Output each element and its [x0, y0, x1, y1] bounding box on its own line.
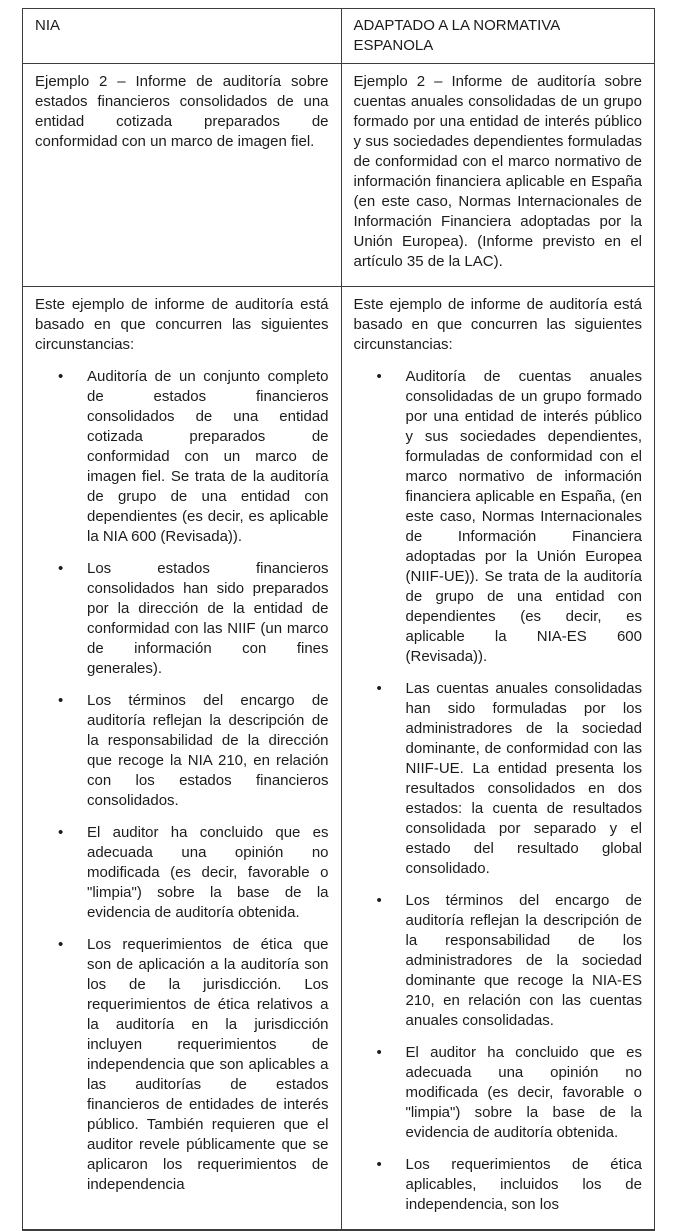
bullet-icon: • [376, 1156, 382, 1173]
cell-circumstances-nia [23, 287, 342, 1231]
bullet-item [35, 559, 329, 679]
bullet-icon: • [58, 936, 64, 953]
bullet-text: Los términos del encargo de auditoría reflejan la descripción de la responsabilidad de la dirección que recoge la NIA 210, en relación con los estados financieros consolidados. [87, 692, 329, 809]
bullet-icon: • [58, 560, 64, 577]
example-row [23, 64, 655, 287]
intro-paragraph: Este ejemplo de informe de auditoría está basado en que concurren las siguientes circunstancias: [35, 296, 329, 353]
cell-circumstances-adaptado [341, 287, 654, 1231]
cell-example-nia [23, 64, 342, 287]
circumstances-row [23, 287, 655, 1231]
bullet-item [354, 1043, 642, 1143]
bullet-text: Las cuentas anuales consolidadas han sido formuladas por los administradores de la sociedad dominante, de conformidad con las NIIF-UE. La entidad presenta los resultados consolidados en dos estados: la cuenta de resultados consolidada por separado y el estado del resultado global consolidado. [405, 680, 642, 877]
bullet-item [35, 823, 329, 923]
bullet-text: El auditor ha concluido que es adecuada una opinión no modificada (es decir, favorable o "limpia") sobre la base de la evidencia de auditoría obtenida. [405, 1044, 642, 1141]
bullet-item [35, 367, 329, 547]
bullet-icon: • [58, 368, 64, 385]
bullet-icon: • [58, 824, 64, 841]
bullet-icon: • [58, 692, 64, 709]
header-row [23, 9, 655, 64]
bullet-icon: • [376, 892, 382, 909]
bullet-text: Auditoría de un conjunto completo de estados financieros consolidados de una entidad cotizada preparados de conformidad con un marco de imagen fiel. Se trata de la auditoría de grupo de una entidad con dependientes (es decir, es aplicable la NIA 600 (Revisada)). [87, 368, 329, 545]
bullet-icon: • [376, 680, 382, 697]
intro-paragraph: Este ejemplo de informe de auditoría está basado en que concurren las siguientes circunstancias: [353, 296, 642, 353]
bullet-item [35, 935, 329, 1195]
bullet-text: Los requerimientos de ética aplicables, incluidos los de independencia, son los [405, 1156, 642, 1213]
bullet-text: Los estados financieros consolidados han sido preparados por la dirección de la entidad de conformidad con las NIIF (un marco de información con fines generales). [87, 560, 329, 677]
bullet-icon: • [376, 368, 382, 385]
cell-example-adaptado [341, 64, 654, 287]
bullet-item [354, 367, 642, 667]
example-paragraph-adaptado: Ejemplo 2 – Informe de auditoría sobre cuentas anuales consolidadas de un grupo formado por una entidad de interés público y sus sociedades dependientes formuladas de conformidad con el marco normativo de información financiera aplicable en España (en este caso, Normas Internacionales de Información Financiera adoptadas por la Unión Europea). (Informe previsto en el artículo 35 de la LAC). [353, 73, 642, 270]
bullet-item [354, 891, 642, 1031]
column-header-nia: NIA [23, 9, 342, 64]
example-paragraph-nia: Ejemplo 2 – Informe de auditoría sobre estados financieros consolidados de una entidad cotizada preparados de conformidad con un marco de imagen fiel. [35, 73, 329, 150]
bullet-text: El auditor ha concluido que es adecuada una opinión no modificada (es decir, favorable o "limpia") sobre la base de la evidencia de auditoría obtenida. [87, 824, 329, 921]
bullet-icon: • [376, 1044, 382, 1061]
bullet-text: Auditoría de cuentas anuales consolidadas de un grupo formado por una entidad de interés público y sus sociedades dependientes, formuladas de conformidad con el marco normativo de información financiera aplicable en España, (en este caso, Normas Internacionales de Información Financiera adoptadas por la Unión Europea (NIIF-UE)). Se trata de la auditoría de grupo de una entidad con dependientes (es decir, es aplicable la NIA-ES 600 (Revisada)). [405, 368, 642, 665]
comparison-table [22, 8, 655, 1231]
bullet-item [354, 679, 642, 879]
bullet-item [354, 1155, 642, 1215]
column-header-adaptado: ADAPTADO A LA NORMATIVA ESPANOLA [341, 9, 654, 64]
bullet-text: Los requerimientos de ética que son de aplicación a la auditoría son los de la jurisdicción. Los requerimientos de ética relativos a la auditoría en la jurisdicción incluyen requerimientos de independencia que son aplicables a las auditorías de estados financieros de entidades de interés público. También requieren que el auditor revele públicamente que se aplicaron los requerimientos de independencia [87, 936, 329, 1193]
bullet-item [35, 691, 329, 811]
bullet-text: Los términos del encargo de auditoría reflejan la descripción de la responsabilidad de los administradores de la sociedad dominante que recoge la NIA-ES 210, en relación con las cuentas anuales consolidadas. [405, 892, 642, 1029]
